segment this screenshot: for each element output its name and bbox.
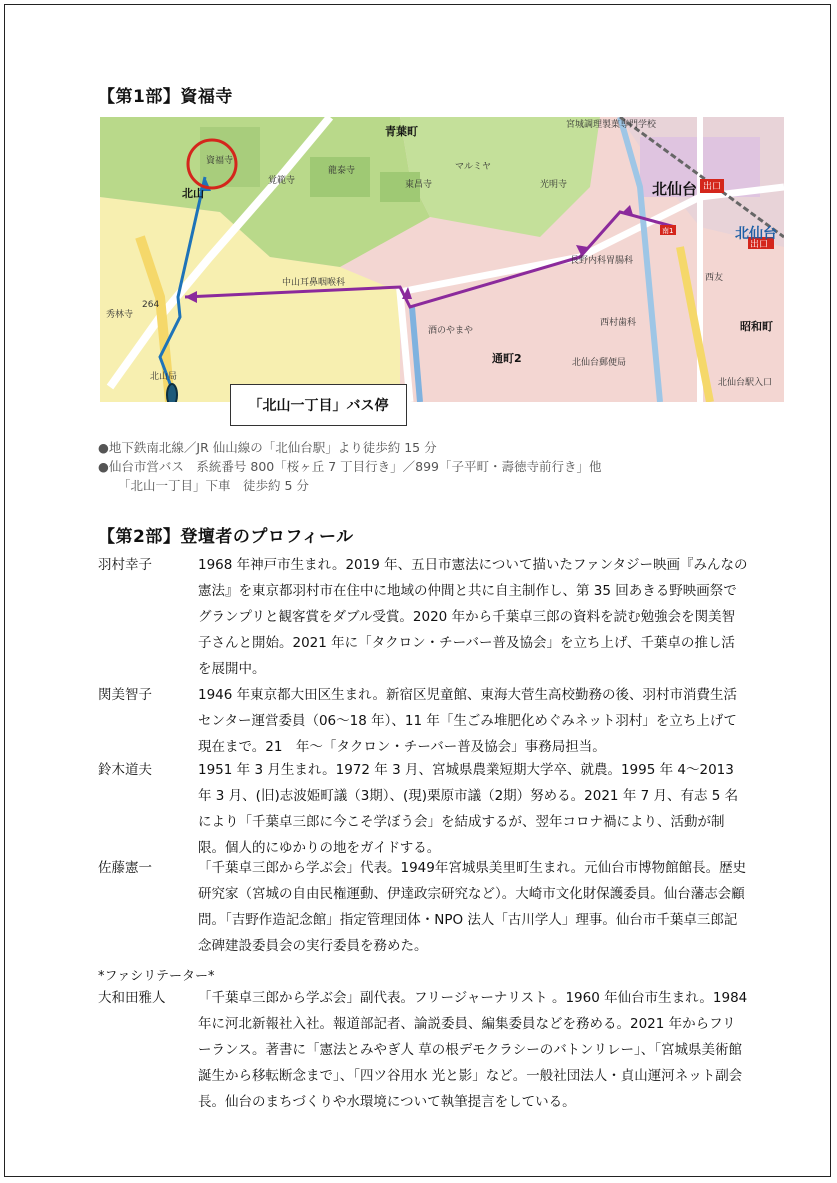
profile-name: 佐藤憲一 [98,860,152,876]
profile-suzuki [98,757,748,861]
map-svg [100,117,784,402]
label-kitasendai-jr: 北仙台 [735,226,777,242]
profile-name: 鈴木道夫 [98,762,152,778]
label-post: 北仙台郵便局 [572,358,627,368]
profile-bio: 「千葉卓三郎から学ぶ会」代表。1949年宮城県美里町生まれ。元仙台市博物館館長。歴史研究家（宮城の自由民権運動、伊達政宗研究など）。大崎市文化財保護委員。仙台藩志会顧問。「吉野作造記念館」指定管理団体・NPO 法人「古川学人」理事。仙台市千葉卓三郎記念碑建設委員会の実行委員を務めた。 [198,860,747,954]
facilitator-label: *ファシリテーター* [98,969,215,984]
profile-bio: 1946 年東京都大田区生まれ。新宿区児童館、東海大菅生高校勤務の後、羽村市消費生活センター運営委員（06～18 年）、11 年「生ごみ堆肥化めぐみネット羽村」を立ち上げて現在まで。21 年～「タクロン・チーバー普及協会」事務局担当。 [198,687,737,755]
label-nakayama: 中山耳鼻咽喉科 [282,278,346,288]
profile-bio: 「千葉卓三郎から学ぶ会」副代表。フリージャーナリスト 。1960 年仙台市生まれ。1984 年に河北新報社入社。報道部記者、論説委員、編集委員などを務める。2021 年からフリーランス。著書に「憲法とみやぎ人 草の根デモクラシーのバトンリレー」、「宮城県美術館 誕生から移転断念まで」、「四ツ谷用水 光と影」など。一般社団法人・貞山運河ネット副会長。仙台のまちづくりや水環境について執筆提言をしている。 [198,990,748,1110]
section1-title: 【第1部】資福寺 [98,87,233,107]
label-kakuhan: 覚範寺 [268,176,296,186]
bus-stop-callout: 「北山一丁目」バス停 [230,384,407,426]
profile-bio: 1951 年 3 月生まれ。1972 年 3 月、宮城県農業短期大学卒、就農。1995 年 4～2013 年 3 月、(旧)志波姫町議（3期）、(現)栗原市議（2期）努める。2021 年 7 月、有志 5 名により「千葉卓三郎に今こそ学ぼう会」を結成するが、翌年コロナ禍により、活動が制限。個人的にゆかりの地をガイドする。 [198,762,739,856]
profile-seki [98,682,748,760]
label-route-264: 264 [142,300,160,310]
access-info [98,438,602,495]
label-marumiya: マルミヤ [455,162,492,172]
label-exit2: 出口 [750,240,769,250]
label-touri: 通町2 [492,352,522,365]
profile-hamura [98,552,748,682]
label-kitayama: 北山 [182,187,204,200]
label-minami1: 南1 [662,227,674,235]
area-map [100,117,784,402]
label-shifukuji: 資福寺 [206,156,234,166]
label-shurinji: 秀林寺 [106,310,134,320]
label-showa: 昭和町 [740,320,773,333]
label-aoba: 青葉町 [385,125,418,138]
label-nishimura: 西村歯科 [600,318,637,328]
profile-owada [98,985,748,1115]
profile-name: 大和田雅人 [98,990,166,1006]
label-yamaya: 酒のやまや [428,326,474,336]
profile-bio: 1968 年神戸市生まれ。2019 年、五日市憲法について描いたファンタジー映画『みんなの憲法』を東京都羽村市在住中に地域の仲間と共に自主制作し、第 35 回あきる野映画祭でグランプリと観客賞をダブル受賞。2020 年から千葉卓三郎の資料を読む勉強会を関美智子さんと開始。2021 年に「タクロン・チーバー普及協会」を立ち上げ、千葉卓の推し活を展開中。 [198,557,748,677]
access-line-3: 「北山一丁目」下車 徒歩約 5 分 [118,478,309,493]
profile-sato [98,855,748,959]
label-exit1: 出口 [703,182,722,192]
label-kitayama-stop: 北山局 [150,372,178,382]
label-kitasendai-iriguchi: 北仙台駅入口 [718,378,773,388]
label-kitasendai: 北仙台 [652,180,698,198]
label-tokoji: 東昌寺 [405,180,433,190]
access-line-1: ●地下鉄南北線／JR 仙山線の「北仙台駅」より徒歩約 15 分 [98,440,437,455]
label-koji: 光明寺 [540,180,568,190]
label-school: 宮城調理製菓専門学校 [566,120,657,130]
bus-stop-marker [167,384,177,402]
section2-title: 【第2部】登壇者のプロフィール [98,527,354,547]
profile-name: 羽村幸子 [98,557,152,573]
profile-name: 関美智子 [98,687,152,703]
label-seiwa: 西友 [705,273,724,283]
label-ryusenji: 龍泰寺 [328,166,356,176]
label-naika: 長野内科胃腸科 [570,256,634,266]
access-line-2: ●仙台市営バス 系統番号 800「桜ヶ丘 7 丁目行き」／899「子平町・壽徳寺前行き」他 [98,459,602,474]
